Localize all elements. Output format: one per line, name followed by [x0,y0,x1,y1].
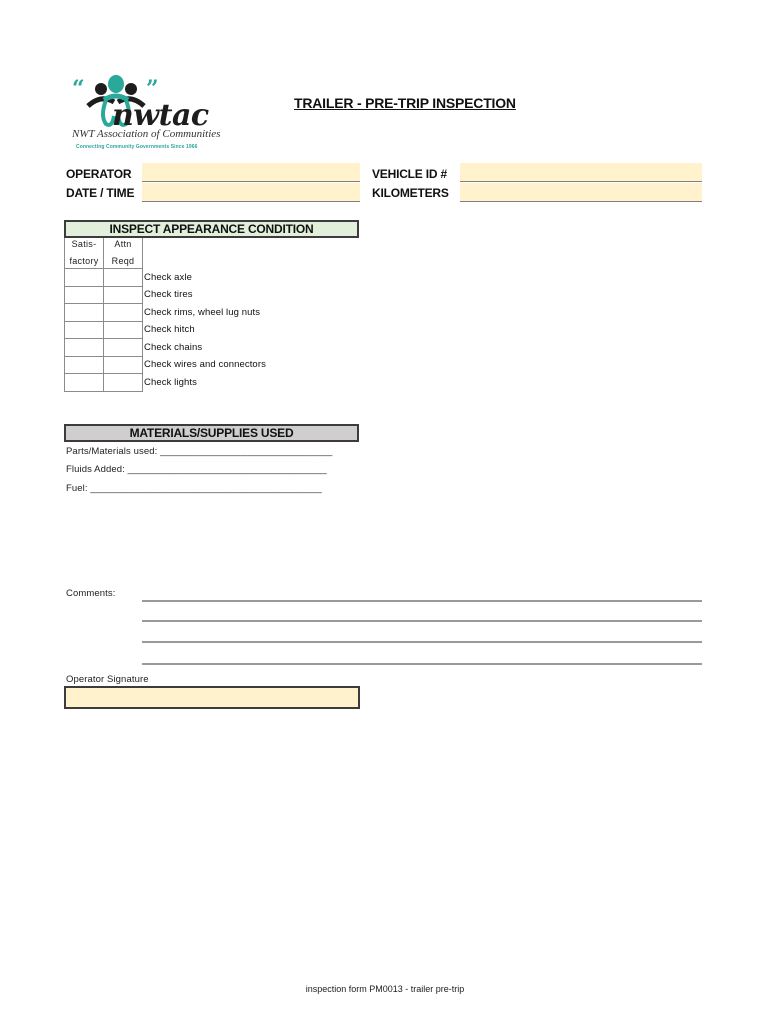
item-label: Check wires and connectors [143,356,345,374]
table-row [65,286,345,304]
fluids-added-line[interactable]: Fluids Added: _____________________________________ [66,464,327,475]
item-label: Check axle [143,269,345,287]
table-row [65,374,345,392]
satisfactory-column-header [65,238,104,269]
operator-signature-field[interactable] [64,686,360,709]
page-title: TRAILER - PRE-TRIP INSPECTION [294,95,516,111]
date-time-field[interactable] [142,183,360,202]
attn-header-line1: Attn [114,239,132,249]
attn-reqd-checkbox[interactable] [104,269,143,287]
attn-reqd-column-header [104,238,143,269]
inspect-header-row [65,238,345,269]
satisfactory-checkbox[interactable] [65,304,104,322]
attn-header-line2: Reqd [111,256,135,266]
table-row [65,321,345,339]
attn-reqd-checkbox[interactable] [104,339,143,357]
satisfactory-checkbox[interactable] [65,269,104,287]
item-label: Check chains [143,339,345,357]
item-label: Check tires [143,286,345,304]
vehicle-id-field[interactable] [460,163,702,182]
inspect-checklist-table [64,238,344,392]
logo-brand-text: nwtac [112,98,209,133]
table-row [65,269,345,287]
item-label: Check rims, wheel lug nuts [143,304,345,322]
satisfactory-checkbox[interactable] [65,339,104,357]
satisfactory-checkbox[interactable] [65,374,104,392]
satisfactory-header-line1: Satis- [71,239,97,249]
date-time-label: DATE / TIME [66,186,135,200]
kilometers-label: KILOMETERS [372,186,449,200]
comment-line-2[interactable] [142,620,702,622]
comment-line-4[interactable] [142,663,702,665]
kilometers-field[interactable] [460,183,702,202]
vehicle-id-label: VEHICLE ID # [372,167,447,181]
item-label: Check hitch [143,321,345,339]
table-row [65,304,345,322]
comment-line-1[interactable] [142,600,702,602]
parts-materials-line[interactable]: Parts/Materials used: ________________________________ [66,446,333,457]
logo-tagline: Connecting Community Governments Since 1966 [76,144,198,150]
signature-label: Operator Signature [66,674,149,685]
attn-reqd-checkbox[interactable] [104,374,143,392]
satisfactory-checkbox[interactable] [65,356,104,374]
page-footer: inspection form PM0013 - trailer pre-trip [305,984,465,994]
operator-label: OPERATOR [66,167,132,181]
item-label: Check lights [143,374,345,392]
materials-section-header: MATERIALS/SUPPLIES USED [64,424,359,442]
logo-org-name: NWT Association of Communities [72,128,221,140]
operator-field[interactable] [142,163,360,182]
attn-reqd-checkbox[interactable] [104,286,143,304]
attn-reqd-checkbox[interactable] [104,321,143,339]
svg-text:”: ” [146,76,159,102]
table-row [65,339,345,357]
comments-label: Comments: [66,588,116,599]
satisfactory-header-line2: factory [69,256,99,266]
attn-reqd-checkbox[interactable] [104,356,143,374]
blank-header-cell [143,238,345,269]
satisfactory-checkbox[interactable] [65,321,104,339]
svg-text:“: “ [72,76,85,102]
table-row [65,356,345,374]
comment-line-3[interactable] [142,641,702,643]
fuel-line[interactable]: Fuel: ___________________________________________ [66,483,322,494]
inspect-section-header: INSPECT APPEARANCE CONDITION [64,220,359,238]
attn-reqd-checkbox[interactable] [104,304,143,322]
satisfactory-checkbox[interactable] [65,286,104,304]
